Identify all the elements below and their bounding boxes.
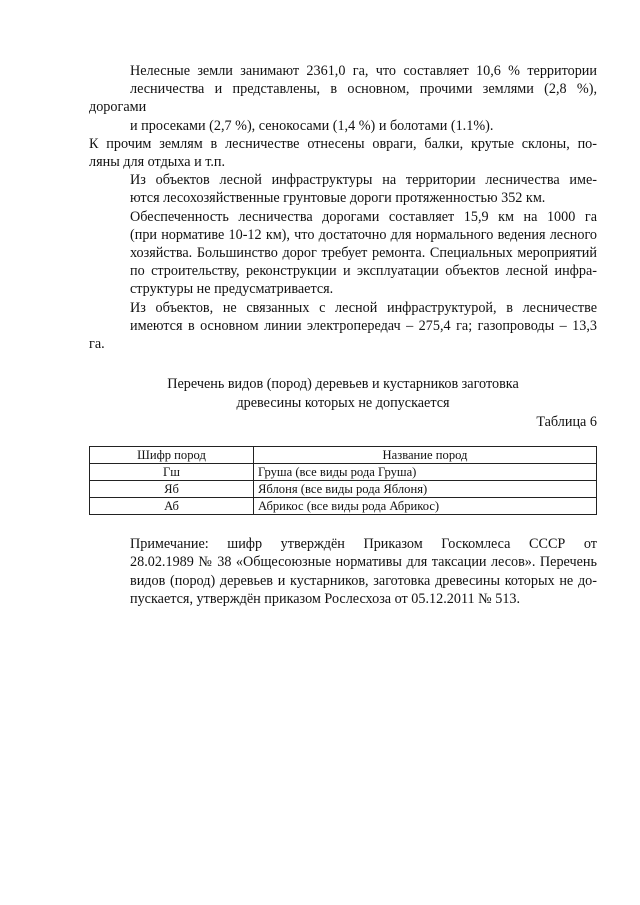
- column-header-code: Шифр пород: [90, 447, 254, 464]
- paragraph-line: имеются в основном линии электропередач – 275,4 га; газопроводы – 13,3 га.: [89, 317, 597, 353]
- paragraph-roads: [89, 208, 597, 299]
- table-title-line: древесины которых не допускается: [236, 395, 450, 412]
- table-row: [90, 464, 597, 481]
- paragraph-line: лесничества и представлены, в основном, прочими землями (2,8 %), дорогами: [89, 81, 597, 116]
- paragraph-line: К прочим землям в лесничестве отнесены овраги, балки, крутые склоны, по-: [89, 135, 597, 152]
- paragraph-line: хозяйства. Большинство дорог требует ремонта. Специальных мероприятий: [130, 245, 597, 262]
- paragraph-other-objects: [89, 299, 597, 354]
- table-row: [90, 498, 597, 515]
- paragraph-line: ляны для отдыха и т.п.: [89, 154, 226, 171]
- paragraph-line: по строительству, реконструкции и эксплуатации объектов лесной инфра-: [130, 263, 597, 280]
- species-name-cell: Абрикос (все виды рода Абрикос): [254, 498, 597, 515]
- paragraph-line: ются лесохозяйственные грунтовые дороги протяженностью 352 км.: [130, 190, 546, 207]
- paragraph-line: Из объектов, не связанных с лесной инфраструктурой, в лесничестве: [130, 299, 597, 316]
- table-number: Таблица 6: [536, 414, 597, 431]
- paragraph-line: Нелесные земли занимают 2361,0 га, что составляет 10,6 % территории: [130, 63, 597, 79]
- note-line: видов (пород) деревьев и кустарников, заготовка древесины которых не до-: [130, 572, 597, 589]
- document-page: [89, 62, 597, 608]
- paragraph-line: (при нормативе 10-12 км), что достаточно для нормального ведения лесного: [130, 226, 597, 243]
- paragraph-line: структуры не предусматривается.: [130, 281, 334, 298]
- paragraph-infrastructure: [89, 171, 597, 207]
- species-name-cell: Груша (все виды рода Груша): [254, 464, 597, 481]
- paragraph-line: Обеспеченность лесничества дорогами составляет 15,9 км на 1000 га: [130, 208, 597, 225]
- species-table: [89, 446, 597, 515]
- note-line: 28.02.1989 № 38 «Общесоюзные нормативы для таксации лесов». Перечень: [130, 554, 597, 571]
- species-code-cell: Гш: [90, 464, 254, 481]
- note-paragraph: [89, 535, 597, 608]
- paragraph-other-lands: [89, 135, 597, 171]
- paragraph-line: Из объектов лесной инфраструктуры на территории лесничества име-: [130, 172, 597, 189]
- table-title: [89, 375, 597, 413]
- column-header-name: Название пород: [254, 447, 597, 464]
- note-line: пускается, утверждён приказом Рослесхоза от 05.12.2011 № 513.: [130, 590, 521, 607]
- species-name-cell: Яблоня (все виды рода Яблоня): [254, 481, 597, 498]
- species-code-cell: Аб: [90, 498, 254, 515]
- note-line: Примечание: шифр утверждён Приказом Госкомлеса СССР от: [130, 536, 597, 553]
- paragraph-nonforest-lands: [89, 62, 597, 135]
- paragraph-line: и просеками (2,7 %), сенокосами (1,4 %) и болотами (1.1%).: [130, 117, 494, 134]
- species-code-cell: Яб: [90, 481, 254, 498]
- table-header-row: [90, 447, 597, 464]
- table-title-line: Перечень видов (пород) деревьев и кустарников заготовка: [167, 376, 519, 393]
- table-row: [90, 481, 597, 498]
